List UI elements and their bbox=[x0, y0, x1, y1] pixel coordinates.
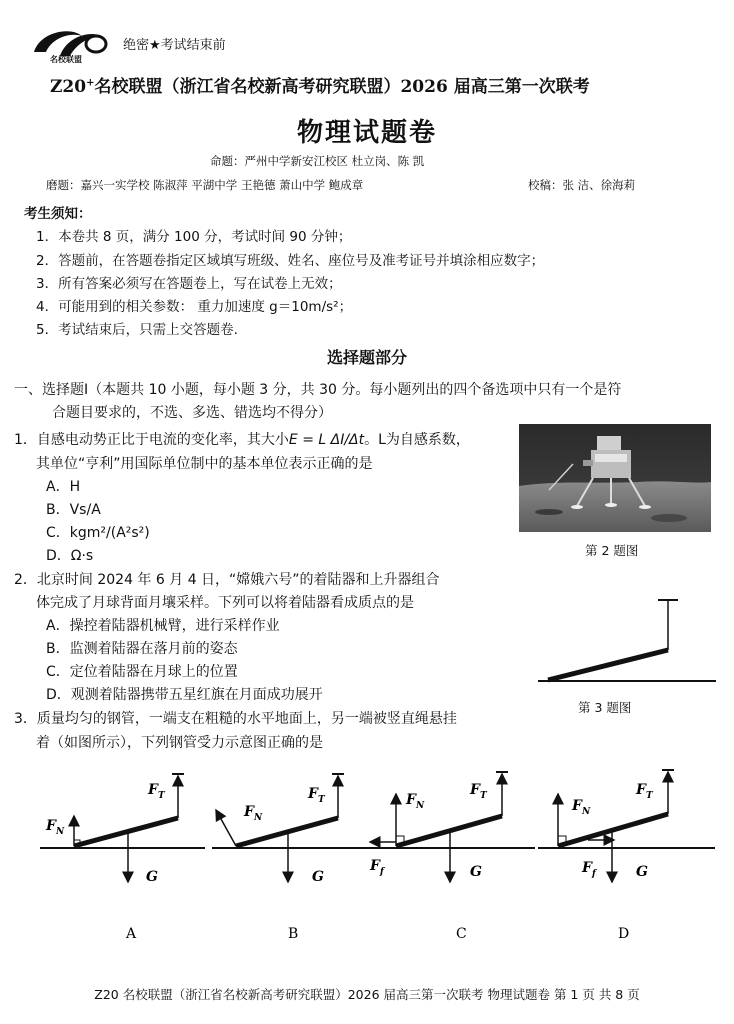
q1-stem-cont: 其单位“亨利”用国际单位制中的基本单位表示正确的是 bbox=[36, 456, 373, 472]
notice-item: 4．可能用到的相关参数： 重力加速度 g＝10m/s²； bbox=[36, 299, 353, 315]
choice-c-fn-label: $F_N$ bbox=[406, 792, 425, 811]
notice-item: 3．所有答案必须写在答题卷上，写在试卷上无效； bbox=[36, 276, 342, 292]
q3-choice-diagrams bbox=[40, 760, 720, 950]
q1-stem bbox=[14, 429, 470, 449]
choice-d-g-label: G bbox=[636, 864, 648, 880]
q2-option-d: D．观测着陆器携带五星红旗在月面成功展开 bbox=[46, 687, 323, 703]
paper-title: 物理试题卷 bbox=[296, 118, 437, 148]
exam-sup: + bbox=[86, 77, 95, 89]
choice-b-diagram bbox=[212, 774, 370, 942]
notice-item: 1．本卷共 8 页，满分 100 分，考试时间 90 分钟； bbox=[36, 229, 352, 245]
q1-option-b: B．Vs/A bbox=[46, 502, 101, 518]
reviewers-line: 磨题：嘉兴一实学校 陈淑萍 平湖中学 王艳德 萧山中学 鲍成章 bbox=[46, 178, 364, 192]
q2-stem-cont: 体完成了月球背面月壤采样。下列可以将着陆器看成质点的是 bbox=[36, 595, 414, 611]
notice-item: 5．考试结束后，只需上交答题卷. bbox=[36, 322, 238, 338]
q3-stem: 3．质量均匀的钢管，一端支在粗糙的水平地面上，另一端被竖直绳悬挂 bbox=[14, 711, 457, 727]
q3-stem-cont: 着（如图所示），下列钢管受力示意图正确的是 bbox=[36, 735, 323, 751]
q1-stem-b: 。L为自感系数， bbox=[364, 432, 470, 448]
secret-label: 绝密★考试结束前 bbox=[123, 38, 226, 53]
choice-a-label: A bbox=[126, 926, 137, 942]
notice-item: 2．答题前，在答题卷指定区域填写班级、姓名、座位号及准考证号并填涂相应数字； bbox=[36, 253, 545, 269]
q2-figure-caption: 第 2 题图 bbox=[585, 543, 639, 558]
notice-title: 考生须知： bbox=[24, 206, 92, 222]
logo-text: 名校联盟 bbox=[50, 55, 82, 64]
q1-stem-a: 1．自感电动势正比于电流的变化率，其大小 bbox=[14, 432, 289, 448]
choice-b-label: B bbox=[288, 926, 299, 942]
choice-c-ft-label: $F_T$ bbox=[470, 782, 487, 801]
part1-instruction: 一、选择题Ⅰ（本题共 10 小题，每小题 3 分，共 30 分。每小题列出的四个备选项中只有一个是符 bbox=[14, 382, 622, 398]
q1-option-a: A．H bbox=[46, 479, 81, 495]
choice-d-ff-label: $F_f$ bbox=[582, 860, 596, 879]
choice-c-label: C bbox=[456, 926, 467, 942]
page-footer: Z20 名校联盟（浙江省名校新高考研究联盟）2026 届高三第一次联考 物理试题卷 第 1 页 共 8 页 bbox=[94, 987, 640, 1002]
proposer-line: 命题：严州中学新安江校区 杜立岗、陈 凯 bbox=[210, 154, 425, 168]
choice-a-diagram bbox=[40, 774, 205, 942]
q1-option-c: C．kgm²/(A²s²) bbox=[46, 525, 150, 541]
choice-b-g-label: G bbox=[312, 869, 324, 885]
q2-option-c: C．定位着陆器在月球上的位置 bbox=[46, 664, 238, 680]
q1-formula: E = L ΔI/Δt bbox=[288, 432, 365, 448]
choice-d-ft-label: $F_T$ bbox=[636, 782, 653, 801]
exam-name-text: 名校联盟（浙江省名校新高考研究联盟）2026 届高三第一次联考 bbox=[94, 77, 590, 97]
choice-c-ff-label: $F_f$ bbox=[370, 858, 384, 877]
q2-option-a: A．操控着陆器机械臂，进行采样作业 bbox=[46, 618, 280, 634]
choice-a-ft-label: $F_T$ bbox=[148, 782, 165, 801]
proofreaders-line: 校稿：张 洁、徐海莉 bbox=[528, 178, 636, 192]
q3-figure-caption: 第 3 题图 bbox=[578, 700, 632, 715]
choice-d-fn-label: $F_N$ bbox=[572, 798, 591, 817]
q2-stem: 2．北京时间 2024 年 6 月 4 日，“嫦娥六号”的着陆器和上升器组合 bbox=[14, 572, 440, 588]
choice-c-diagram bbox=[369, 772, 535, 942]
part1-instruction-cont: 合题目要求的，不选、多选、错选均不得分） bbox=[52, 405, 332, 421]
choice-c-g-label: G bbox=[470, 864, 482, 880]
lander-photo bbox=[519, 424, 711, 532]
choice-a-g-label: G bbox=[146, 869, 158, 885]
choice-b-fn-label: $F_N$ bbox=[244, 804, 263, 823]
choice-d-label: D bbox=[618, 926, 630, 942]
choice-d-diagram bbox=[538, 770, 715, 942]
choice-a-fn-label: $F_N$ bbox=[46, 818, 65, 837]
choice-b-ft-label: $F_T$ bbox=[308, 786, 325, 805]
q2-option-b: B．监测着陆器在落月前的姿态 bbox=[46, 641, 238, 657]
section-title: 选择题部分 bbox=[326, 348, 407, 367]
exam-name bbox=[50, 72, 590, 97]
q1-option-d: D．Ω·s bbox=[46, 548, 94, 564]
exam-prefix: Z20 bbox=[50, 77, 87, 97]
q3-reference-figure bbox=[530, 592, 720, 692]
